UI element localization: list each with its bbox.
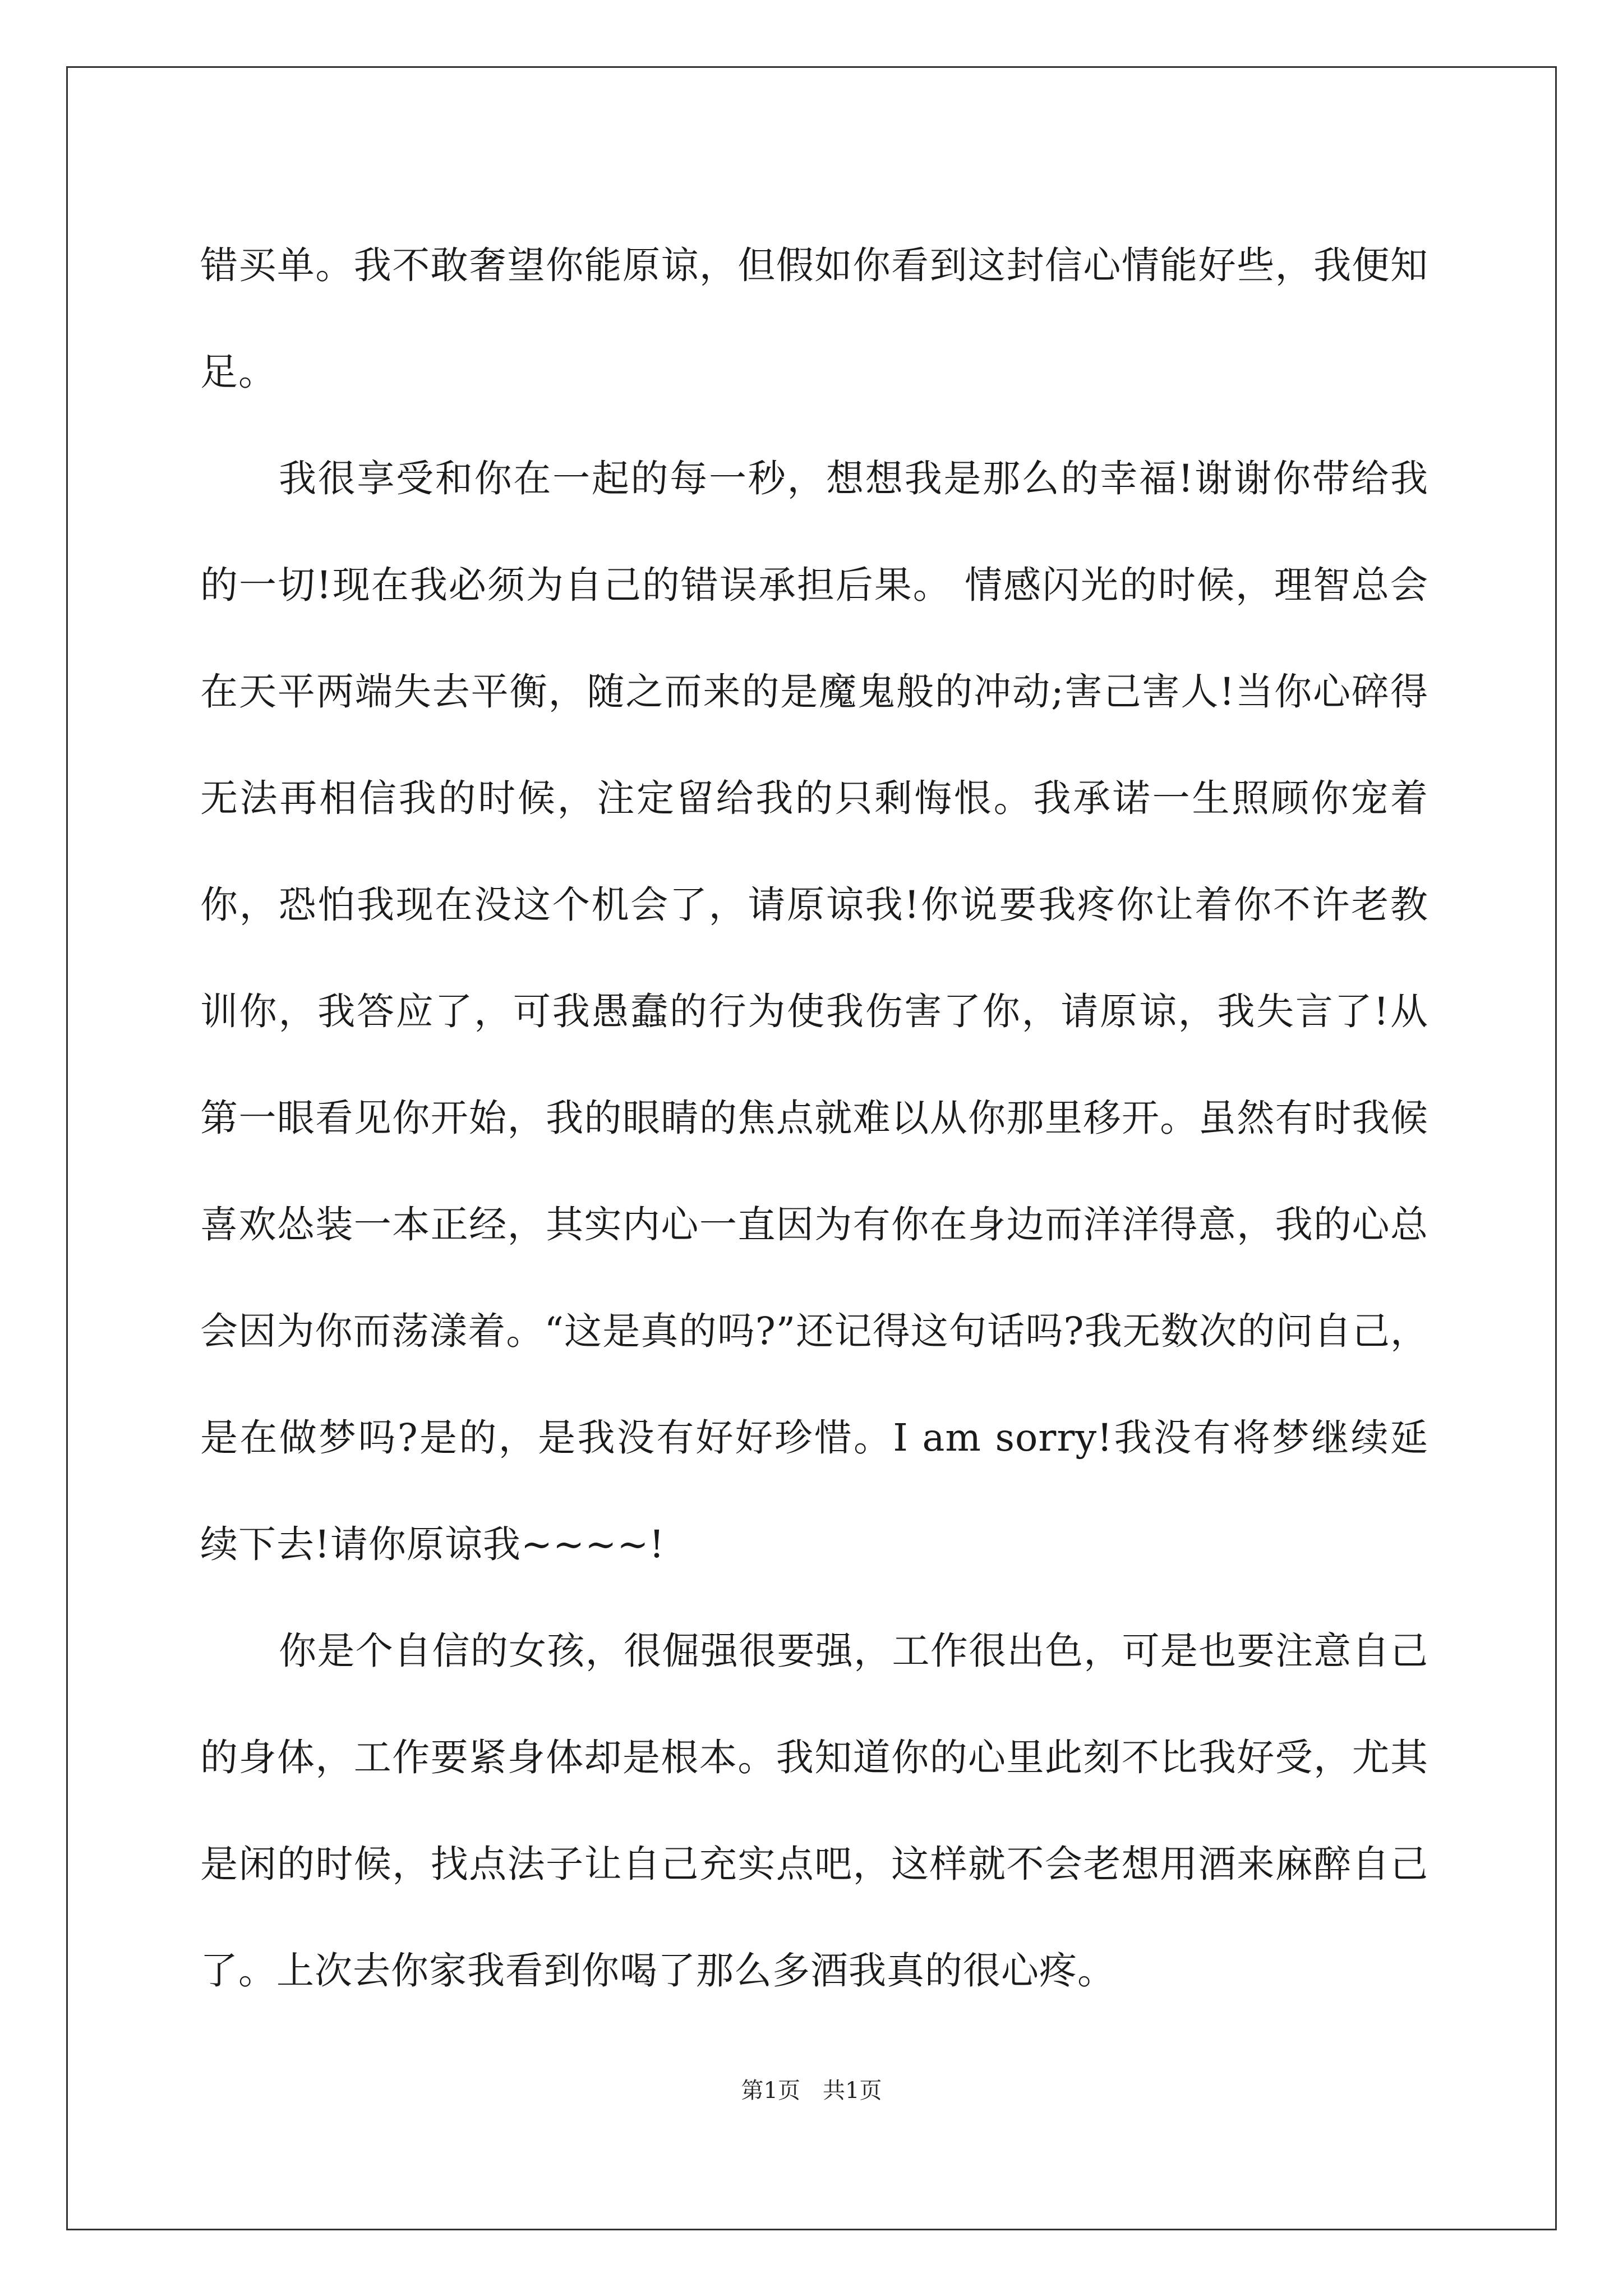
page-footer (0, 2073, 1623, 2105)
paragraph-3: 你是个自信的女孩，很倔强很要强，工作很出色，可是也要注意自己的身体，工作要紧身体却是根本。我知道你的心里此刻不比我好受，尤其是闲的时候，找点法子让自己充实点吧，这样就不会老想用酒来麻醉自己了。上次去你家我看到你喝了那么多酒我真的很心疼。 (200, 1629, 1428, 1993)
page-number: 第1页 (741, 2078, 800, 2104)
document-body (200, 212, 1428, 2024)
page-total: 共1页 (823, 2078, 882, 2104)
paragraph-1: 错买单。我不敢奢望你能原谅，但假如你看到这封信心情能好些，我便知足。 (200, 243, 1428, 394)
paragraph-2: 我很享受和你在一起的每一秒，想想我是那么的幸福!谢谢你带给我的一切!现在我必须为自己的错误承担后果。 情感闪光的时候，理智总会在天平两端失去平衡，随之而来的是魔鬼般的冲动;害己害人!当你心碎得无法再相信我的时候，注定留给我的只剩悔恨。我承诺一生照顾你宠着你，恐怕我现在没这个机会了，请原谅我!你说要我疼你让着你不许老教训你，我答应了，可我愚蠢的行为使我伤害了你，请原谅，我失言了!从第一眼看见你开始，我的眼睛的焦点就难以从你那里移开。虽然有时我候喜欢怂装一本正经，其实内心一直因为有你在身边而洋洋得意，我的心总会因为你而荡漾着。“这是真的吗?”还记得这句话吗?我无数次的问自己，是在做梦吗?是的，是我没有好好珍惜。I am sorry!我没有将梦继续延续下去!请你原谅我~~~~! (200, 457, 1428, 1566)
